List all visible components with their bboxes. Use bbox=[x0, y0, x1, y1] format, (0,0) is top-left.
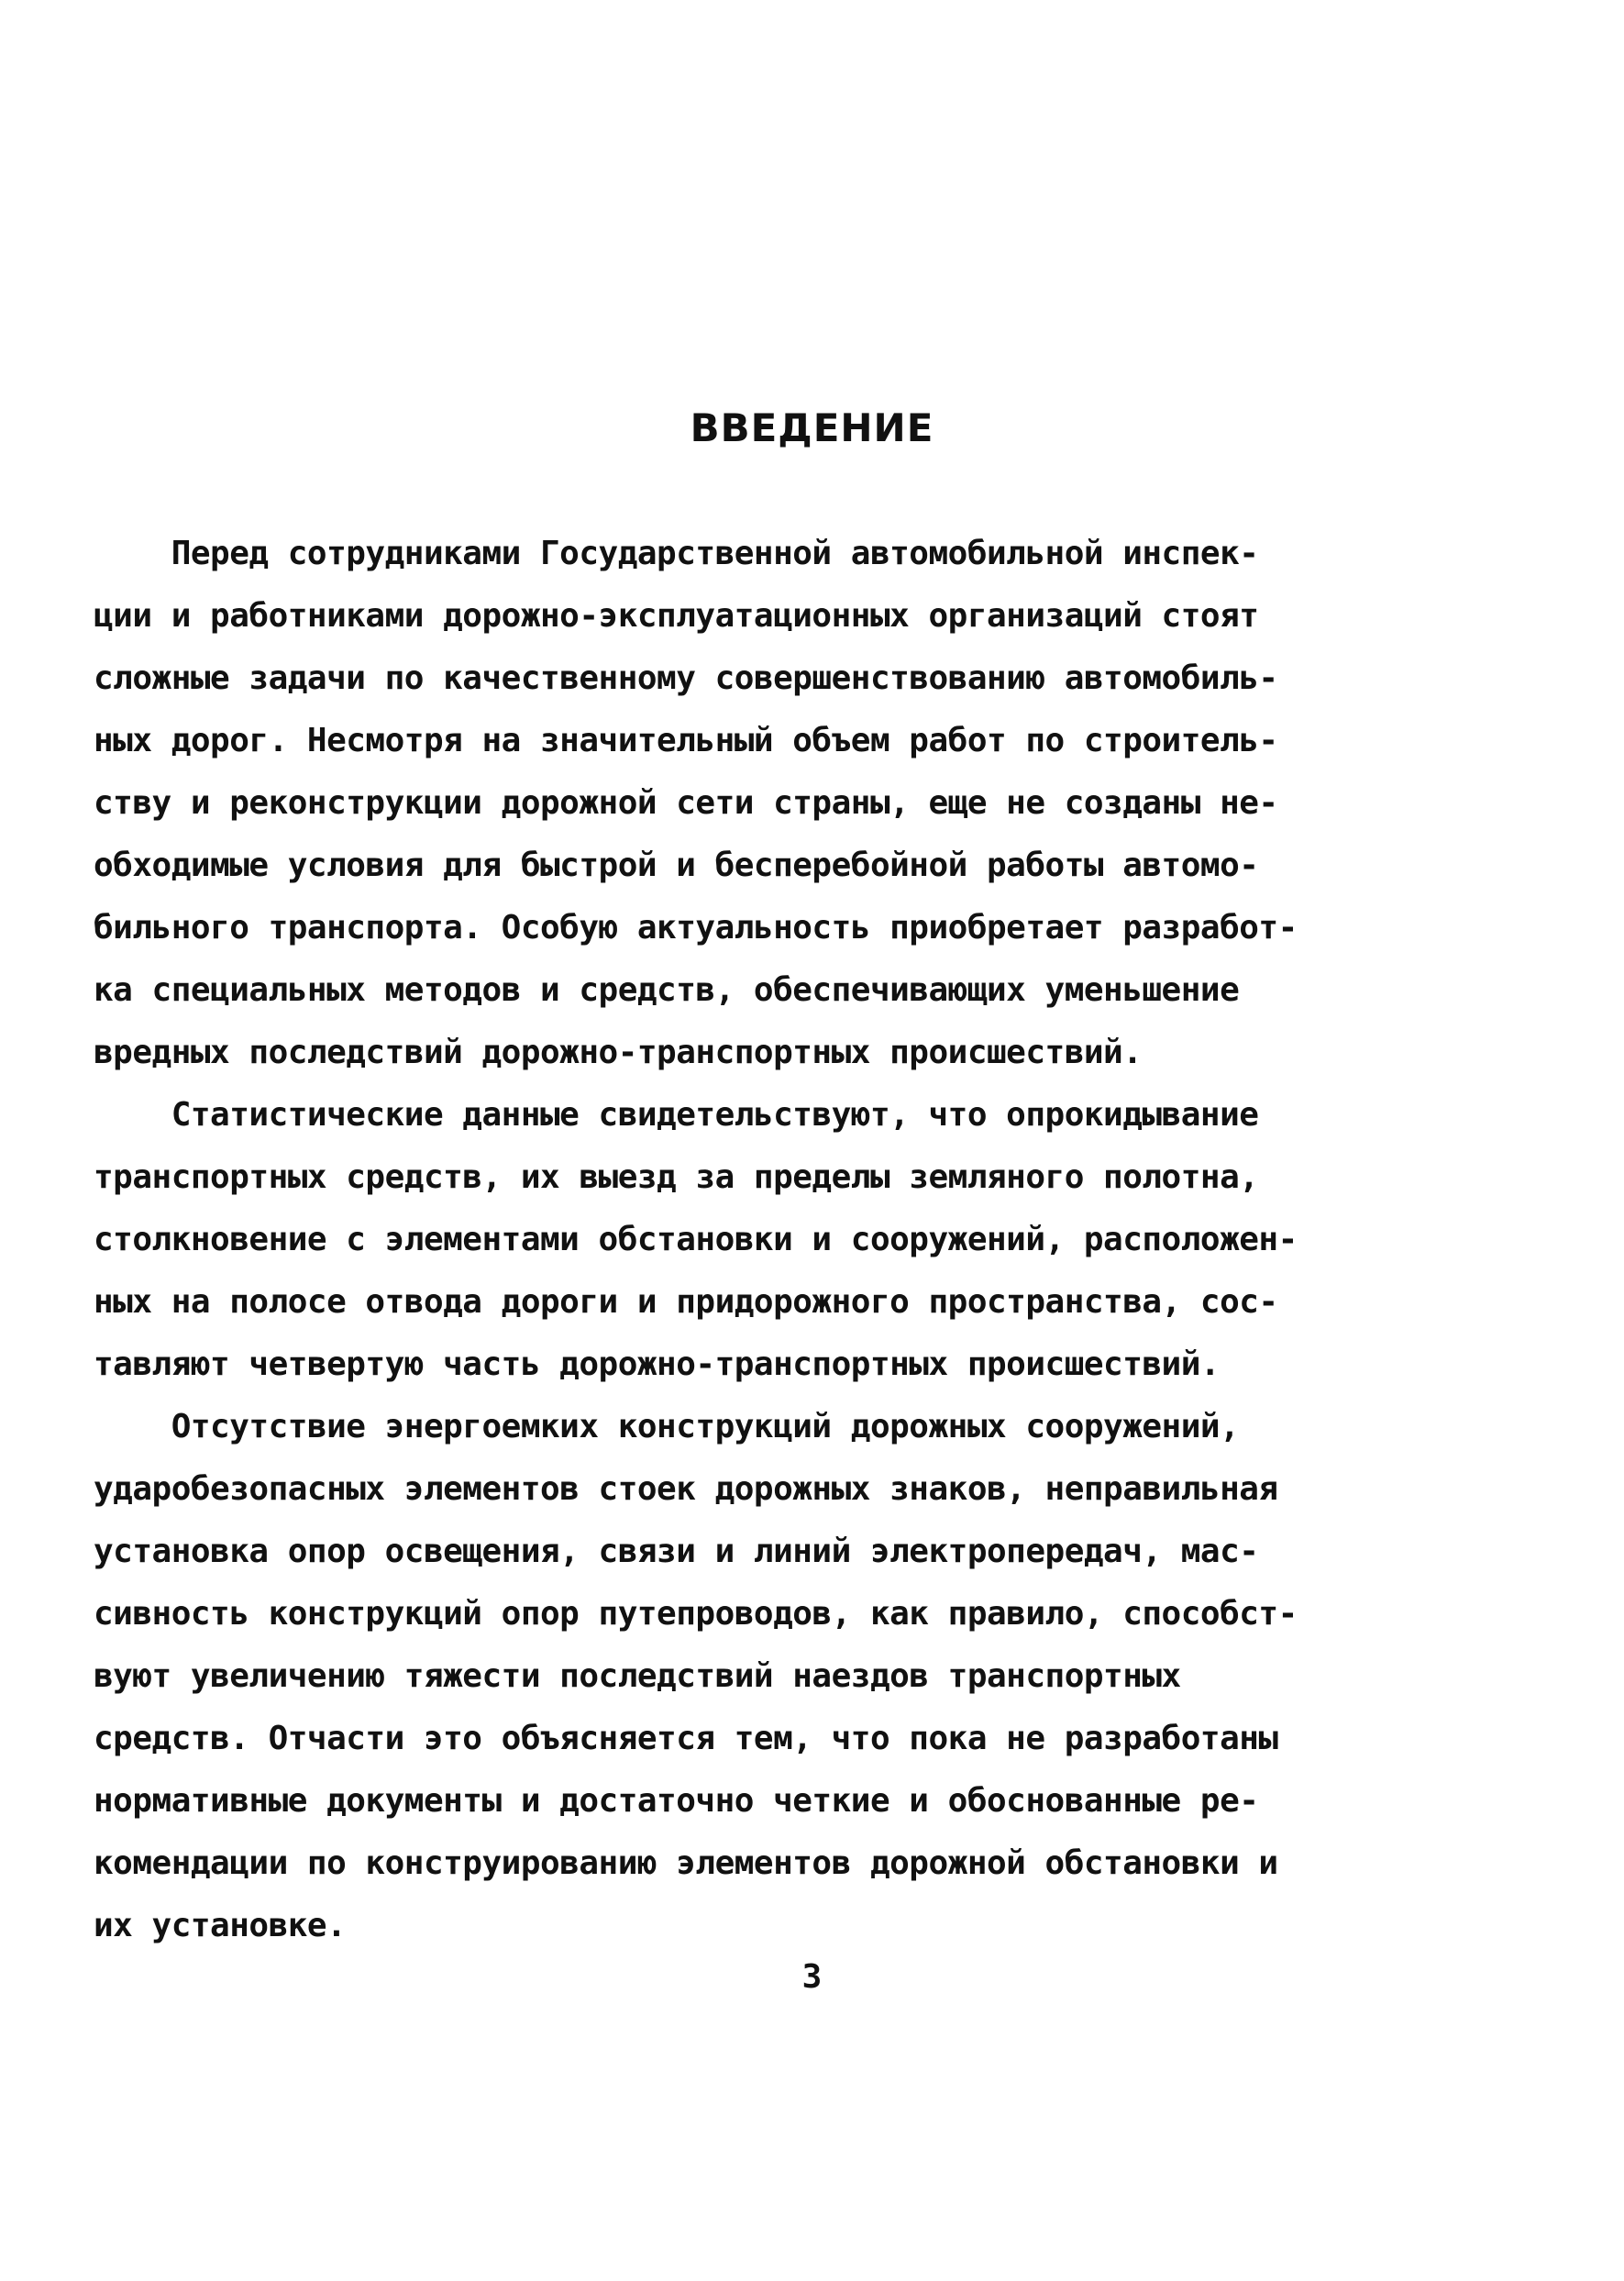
text-line: вуют увеличению тяжести последствий наездов транспортных bbox=[94, 1657, 1181, 1695]
page-number: 3 bbox=[801, 1958, 823, 1996]
text-line: бильного транспорта. Особую актуальность приобретает разработ- bbox=[94, 909, 1298, 947]
text-line: сложные задачи по качественному совершенствованию автомобиль- bbox=[94, 659, 1278, 697]
text-line: сивность конструкций опор путепроводов, как правило, способст- bbox=[94, 1595, 1298, 1633]
text-line: ных на полосе отвода дороги и придорожного пространства, сос- bbox=[94, 1283, 1278, 1321]
body-text bbox=[94, 523, 1298, 1957]
page-title: ВВЕДЕНИЕ bbox=[690, 405, 934, 450]
text-line: ции и работниками дорожно-эксплуатационных организаций стоят bbox=[94, 597, 1259, 635]
text-line: их установке. bbox=[94, 1907, 347, 1944]
paragraph-3 bbox=[94, 1396, 1298, 1957]
text-line: средств. Отчасти это объясняется тем, что пока не разработаны bbox=[94, 1720, 1278, 1757]
text-line: вредных последствий дорожно-транспортных происшествий. bbox=[94, 1034, 1143, 1071]
text-line: комендации по конструированию элементов дорожной обстановки и bbox=[94, 1844, 1278, 1882]
paragraph-1 bbox=[94, 523, 1298, 1084]
text-line: Отсутствие энергоемких конструкций дорожных сооружений, bbox=[94, 1408, 1240, 1445]
text-line: ных дорог. Несмотря на значительный объем работ по строитель- bbox=[94, 722, 1278, 759]
text-line: транспортных средств, их выезд за пределы земляного полотна, bbox=[94, 1158, 1259, 1196]
text-line: установка опор освещения, связи и линий электропередач, мас- bbox=[94, 1533, 1259, 1570]
text-line: ка специальных методов и средств, обеспечивающих уменьшение bbox=[94, 971, 1240, 1009]
text-line: столкновение с элементами обстановки и сооружений, расположен- bbox=[94, 1221, 1298, 1258]
text-line: Перед сотрудниками Государственной автомобильной инспек- bbox=[94, 535, 1259, 572]
text-line: обходимые условия для быстрой и бесперебойной работы автомо- bbox=[94, 847, 1259, 884]
text-line: тавляют четвертую часть дорожно-транспортных происшествий. bbox=[94, 1345, 1221, 1383]
text-line: ударобезопасных элементов стоек дорожных знаков, неправильная bbox=[94, 1470, 1278, 1508]
paragraph-2 bbox=[94, 1084, 1298, 1396]
text-line: Статистические данные свидетельствуют, что опрокидывание bbox=[94, 1096, 1259, 1134]
text-line: ству и реконструкции дорожной сети страны, еще не созданы не- bbox=[94, 784, 1278, 822]
text-line: нормативные документы и достаточно четкие и обоснованные ре- bbox=[94, 1782, 1259, 1820]
